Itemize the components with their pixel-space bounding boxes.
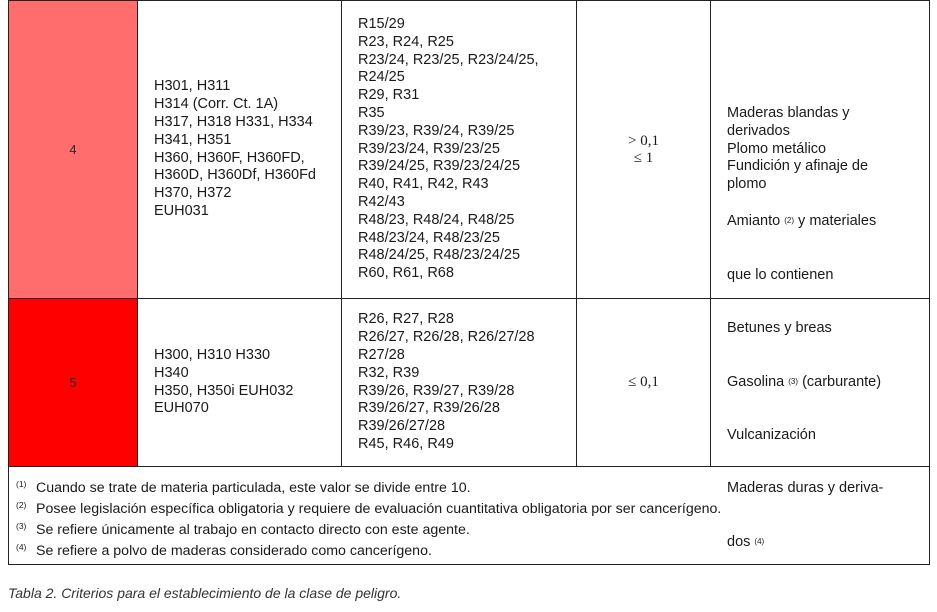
col-divider [137, 1, 138, 466]
col-divider [341, 1, 342, 466]
r-phrases-list: R26, R27, R28 R26/27, R26/28, R26/27/28 R27/28 R32, R39 R39/26, R39/27, R39/28 R39/26/27, R39/26/28 R39/26/27/28 R45, R46, R49 [358, 311, 535, 452]
r-phrases-cell [358, 299, 574, 466]
footnote: (1) Cuando se trate de materia particulada, este valor se divide entre 10. [16, 479, 471, 496]
class-number: 4 [69, 142, 77, 157]
table-caption: Tabla 2. Criterios para el establecimiento de la clase de peligro. [8, 585, 402, 601]
class-cell-4 [9, 1, 137, 298]
class-cell-5 [9, 299, 137, 466]
h-phrases-cell [154, 1, 339, 298]
value-cell [577, 299, 710, 466]
footnote: (4) Se refiere a polvo de maderas considerado como cancerígeno. [16, 542, 432, 559]
examples-cell [727, 213, 927, 550]
footnotes [16, 478, 721, 562]
h-phrases-list: H301, H311 H314 (Corr. Ct. 1A) H317, H318 H331, H334 H341, H351 H360, H360F, H360FD, H360D, H360Df, H360Fd H370, H372 EUH031 [154, 78, 316, 219]
r-phrases-cell [358, 1, 574, 298]
threshold-value: ≤ 0,1 [628, 374, 659, 390]
class-number: 5 [69, 375, 77, 390]
footnote: (3) Se refiere únicamente al trabajo en contacto directo con este agente. [16, 521, 470, 538]
col-divider [710, 1, 711, 466]
threshold-value: > 0,1 ≤ 1 [628, 132, 659, 166]
r-phrases-list: R15/29 R23, R24, R25 R23/24, R23/25, R23/24/25, R24/25 R29, R31 R35 R39/23, R39/24, R39/25 R39/23/24, R39/23/25 R39/24/25, R39/23/24/25 R40, R41, R42, R43 R42/43 R48/23, R48/24, R48/25 R48/23/24, R48/23/25 R48/24/25, R48/23/24/25 R60, R61, R68 [358, 16, 539, 282]
footnote: (2) Posee legislación específica obligatoria y requiere de evaluación cuantitativa obligatoria por ser cancerígeno. [16, 500, 722, 517]
examples-list: Amianto $^{(2)}$ y materiales que lo contienen Betunes y breas Gasolina $^{(3)}$ (carburante) Vulcanización Maderas duras y deriva- dos $^{(4)}$ [727, 213, 884, 550]
value-cell [577, 1, 710, 298]
h-phrases-cell [154, 299, 339, 466]
examples-list: Maderas blandas y derivados Plomo metálico Fundición y afinaje de plomo [727, 105, 869, 193]
h-phrases-list: H300, H310 H330 H340 H350, H350i EUH032 EUH070 [154, 346, 294, 417]
